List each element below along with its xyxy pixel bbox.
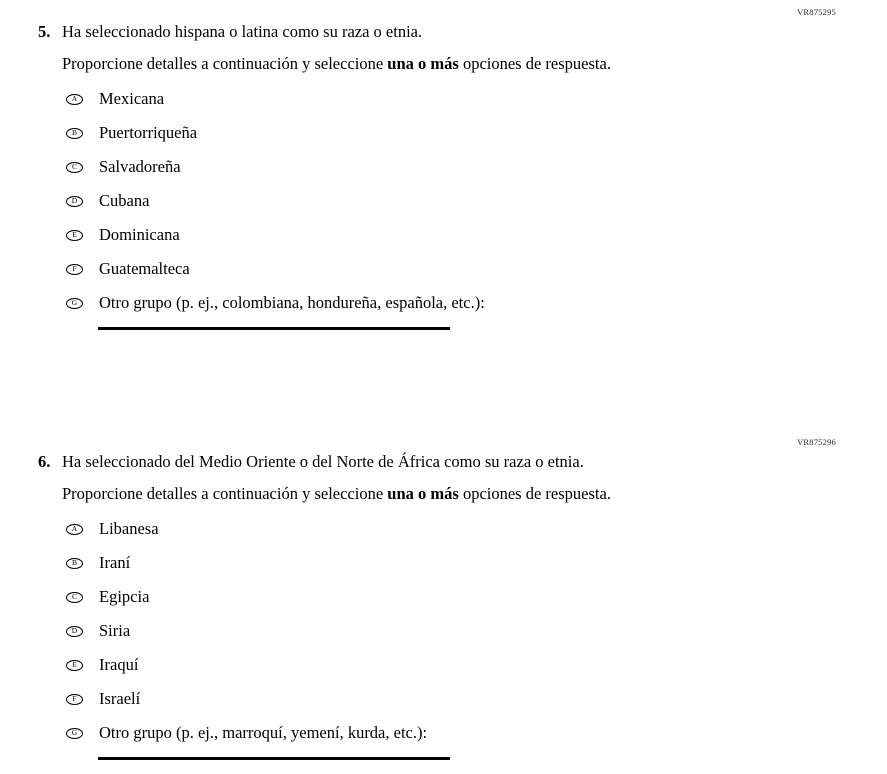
option-label: Dominicana xyxy=(99,225,180,244)
option-label: Israelí xyxy=(99,689,141,708)
question-6-instruction xyxy=(62,484,738,504)
option-bubble-f-icon[interactable]: F xyxy=(66,694,83,705)
option-label: Cubana xyxy=(99,191,150,210)
form-code-q6: VR875296 xyxy=(797,437,836,447)
instruction-prefix: Proporcione detalles a continuación y seleccione xyxy=(62,484,388,503)
question-6-options xyxy=(38,512,738,750)
option-bubble-f-icon[interactable]: F xyxy=(66,264,83,275)
option-otro-grupo[interactable] xyxy=(66,286,738,320)
option-bubble-c-icon[interactable]: C xyxy=(66,592,83,603)
option-libanesa[interactable] xyxy=(66,512,738,546)
instruction-suffix: opciones de respuesta. xyxy=(458,484,611,503)
option-salvadorena[interactable] xyxy=(66,150,738,184)
option-siria[interactable] xyxy=(66,614,738,648)
option-label: Guatemalteca xyxy=(99,259,190,278)
instruction-suffix: opciones de respuesta. xyxy=(458,54,611,73)
option-cubana[interactable] xyxy=(66,184,738,218)
instruction-prefix: Proporcione detalles a continuación y seleccione xyxy=(62,54,388,73)
question-5-instruction xyxy=(62,54,738,74)
option-label: Siria xyxy=(99,621,131,640)
option-bubble-b-icon[interactable]: B xyxy=(66,128,83,139)
option-label: Salvadoreña xyxy=(99,157,181,176)
question-5 xyxy=(38,22,738,330)
option-guatemalteca[interactable] xyxy=(66,252,738,286)
option-otro-grupo[interactable] xyxy=(66,716,738,750)
option-israeli[interactable] xyxy=(66,682,738,716)
option-label: Libanesa xyxy=(99,519,159,538)
write-in-line-q5[interactable] xyxy=(98,327,450,330)
option-bubble-d-icon[interactable]: D xyxy=(66,196,83,207)
option-label: Otro grupo (p. ej., marroquí, yemení, kurda, etc.): xyxy=(99,723,428,742)
question-5-text: Ha seleccionado hispana o latina como su raza o etnia. xyxy=(62,22,423,41)
option-bubble-g-icon[interactable]: G xyxy=(66,728,83,739)
option-bubble-c-icon[interactable]: C xyxy=(66,162,83,173)
option-bubble-a-icon[interactable]: A xyxy=(66,524,83,535)
option-bubble-e-icon[interactable]: E xyxy=(66,230,83,241)
option-iraqui[interactable] xyxy=(66,648,738,682)
option-bubble-a-icon[interactable]: A xyxy=(66,94,83,105)
option-label: Iraquí xyxy=(99,655,139,674)
option-label: Egipcia xyxy=(99,587,150,606)
write-in-line-q6[interactable] xyxy=(98,757,450,760)
instruction-bold: una o más xyxy=(387,484,459,503)
form-code-q5: VR875295 xyxy=(797,7,836,17)
question-6 xyxy=(38,452,738,760)
question-6-stem xyxy=(38,452,738,472)
question-5-number: 5. xyxy=(38,22,51,41)
question-5-options xyxy=(38,82,738,320)
option-dominicana[interactable] xyxy=(66,218,738,252)
option-bubble-g-icon[interactable]: G xyxy=(66,298,83,309)
option-mexicana[interactable] xyxy=(66,82,738,116)
option-bubble-d-icon[interactable]: D xyxy=(66,626,83,637)
option-egipcia[interactable] xyxy=(66,580,738,614)
option-bubble-e-icon[interactable]: E xyxy=(66,660,83,671)
question-6-text: Ha seleccionado del Medio Oriente o del Norte de África como su raza o etnia. xyxy=(62,452,584,471)
instruction-bold: una o más xyxy=(387,54,459,73)
option-puertorriquena[interactable] xyxy=(66,116,738,150)
option-label: Mexicana xyxy=(99,89,165,108)
option-irani[interactable] xyxy=(66,546,738,580)
question-6-number: 6. xyxy=(38,452,51,471)
question-5-stem xyxy=(38,22,738,42)
option-label: Iraní xyxy=(99,553,131,572)
option-label: Otro grupo (p. ej., colombiana, hondureña, española, etc.): xyxy=(99,293,485,312)
option-bubble-b-icon[interactable]: B xyxy=(66,558,83,569)
option-label: Puertorriqueña xyxy=(99,123,198,142)
